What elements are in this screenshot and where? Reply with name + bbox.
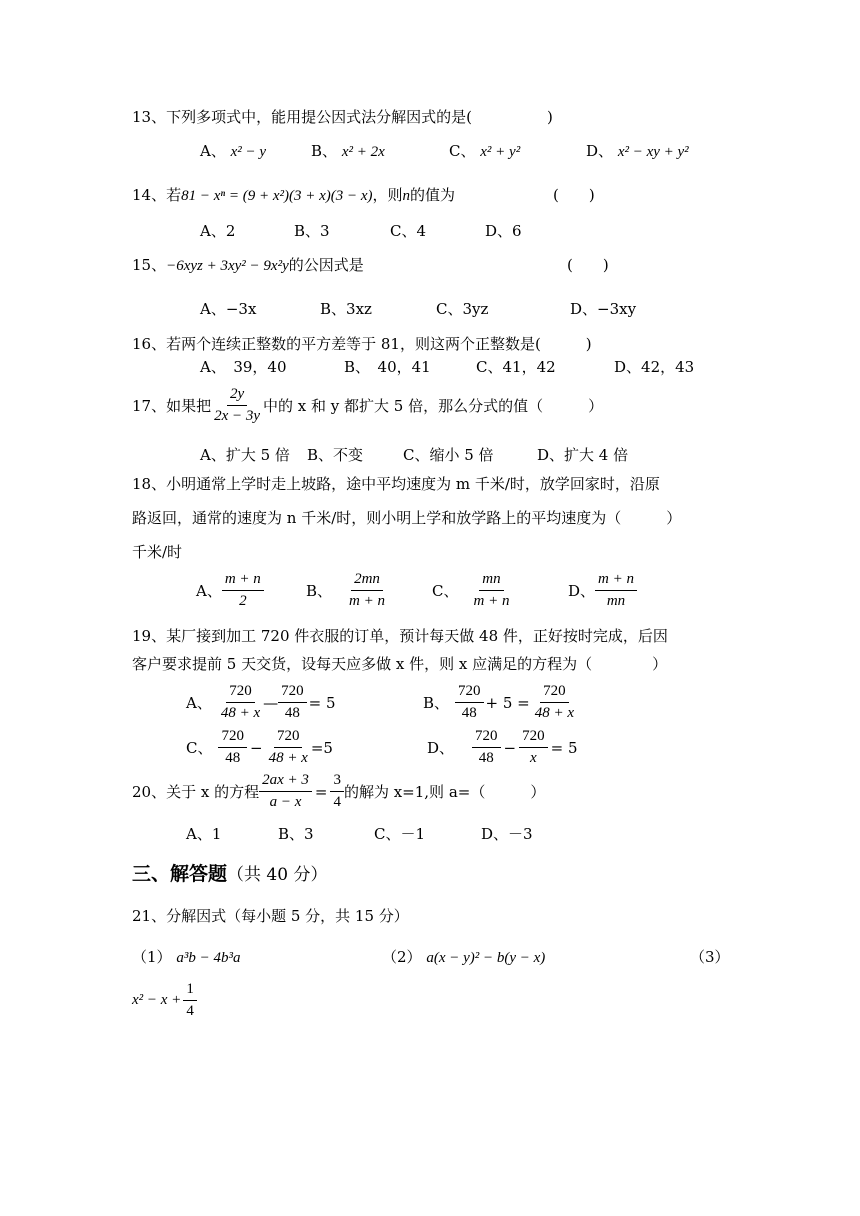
option-label: B、	[306, 582, 333, 600]
q21-part-2	[382, 946, 545, 967]
numerator: 1	[183, 980, 197, 1001]
denominator: mn	[606, 593, 626, 609]
option-label: A、	[196, 582, 222, 600]
numerator: 720	[519, 727, 548, 748]
numerator: 2ax + 3	[259, 771, 312, 792]
q13-option-b	[311, 140, 385, 161]
q13-option-d	[586, 140, 689, 161]
numerator: 720	[226, 682, 255, 703]
question-text: 的解为 x=1,则 a=（ ）	[343, 783, 546, 801]
question-prefix: 17、如果把	[132, 397, 212, 415]
math-expression: a³b − 4b³a	[176, 950, 241, 966]
fraction	[218, 727, 247, 768]
question-text: ，则	[372, 186, 403, 204]
equation-rhs: = 5	[308, 693, 336, 712]
q13-option-c	[449, 140, 520, 161]
q14-option-c: C、4	[390, 222, 427, 240]
answer-parentheses: ( )	[553, 186, 595, 204]
q13-option-a	[200, 140, 266, 161]
numerator: 720	[274, 727, 303, 748]
q21-part-3-label: （3）	[690, 948, 730, 966]
denominator: x	[530, 750, 537, 766]
numerator: 3	[330, 771, 344, 792]
q17-option-b: B、不变	[307, 446, 364, 464]
operator: —	[263, 693, 279, 712]
question-prefix: 14、若	[132, 186, 182, 204]
denominator: m + n	[473, 593, 510, 609]
denominator: 48 + x	[534, 705, 575, 721]
fraction	[259, 771, 312, 812]
numerator: m + n	[222, 570, 264, 591]
math-expression: x² − xy + y²	[617, 144, 689, 160]
option-label: C、	[432, 582, 459, 600]
fraction	[470, 570, 512, 611]
q19-line-1: 19、某厂接到加工 720 件衣服的订单，预计每天做 48 件，正好按时完成，后因	[132, 627, 668, 645]
fraction	[211, 385, 263, 426]
math-expression: 81 − xⁿ = (9 + x²)(3 + x)(3 − x)	[181, 188, 373, 204]
q16-option-a: A、 39，40	[200, 358, 287, 376]
section-heading	[132, 859, 327, 886]
q14-option-d: D、6	[485, 222, 522, 240]
q16-option-d: D、42，43	[614, 358, 695, 376]
option-label: B、	[423, 694, 450, 712]
denominator: 48	[225, 750, 241, 766]
math-expression: −6xyz + 3xy² − 9x²y	[166, 258, 289, 274]
fraction	[532, 682, 577, 723]
numerator: 2mn	[351, 570, 383, 591]
q21-stem: 21、分解因式（每小题 5 分，共 15 分）	[132, 907, 409, 925]
q18-option-c	[432, 570, 512, 611]
numerator: 720	[218, 727, 247, 748]
denominator: 48	[461, 705, 477, 721]
denominator: 48	[284, 705, 300, 721]
q13-stem: 13、下列多项式中，能用提公因式法分解因式的是( )	[132, 108, 553, 126]
q14-option-a: A、2	[200, 222, 236, 240]
answer-parentheses: ( )	[567, 256, 609, 274]
operator: −	[249, 738, 263, 757]
q21-part-3	[132, 980, 197, 1021]
q16-stem: 16、若两个连续正整数的平方差等于 81，则这两个正整数是( )	[132, 335, 592, 353]
fraction	[472, 727, 501, 768]
q20-option-a: A、1	[186, 825, 222, 843]
q17-option-d: D、扩大 4 倍	[537, 446, 629, 464]
q15-option-d: D、−3xy	[570, 300, 637, 318]
q16-option-b: B、 40，41	[344, 358, 431, 376]
math-expression: x² − y	[230, 144, 267, 160]
q18-option-a	[196, 570, 264, 611]
q15-option-b: B、3xz	[320, 300, 372, 318]
denominator: 2	[239, 593, 247, 609]
q20-option-c: C、－1	[374, 825, 426, 843]
q19-option-c	[186, 727, 333, 768]
equation-rhs: =5	[310, 738, 333, 757]
q16-option-c: C、41，42	[476, 358, 556, 376]
q19-option-b	[423, 682, 577, 723]
q18-line-2: 路返回，通常的速度为 n 千米/时，则小明上学和放学路上的平均速度为（ ）	[132, 509, 682, 527]
fraction	[346, 570, 388, 611]
option-label: A、	[200, 142, 226, 160]
denominator: 4	[333, 794, 341, 810]
q15-option-c: C、3yz	[436, 300, 489, 318]
question-text: 中的 x 和 y 都扩大 5 倍，那么分式的值（ ）	[263, 397, 604, 415]
option-label: C、	[186, 739, 213, 757]
math-expression: x² + y²	[480, 144, 521, 160]
option-label: D、	[568, 582, 596, 600]
q17-option-a: A、扩大 5 倍	[200, 446, 290, 464]
denominator: 4	[186, 1003, 194, 1019]
fraction	[222, 570, 264, 611]
q20-stem	[132, 771, 545, 812]
math-expression: x² + 2x	[341, 144, 385, 160]
option-label: B、	[311, 142, 338, 160]
operator: + 5 =	[485, 693, 530, 712]
q19-line-2: 客户要求提前 5 天交货，设每天应多做 x 件，则 x 应满足的方程为（ ）	[132, 655, 668, 673]
fraction	[330, 771, 344, 812]
denominator: 48	[478, 750, 494, 766]
section-title: 三、解答题	[132, 863, 228, 885]
operator: −	[503, 738, 517, 757]
q14-option-b: B、3	[294, 222, 330, 240]
numerator: 2y	[227, 385, 247, 406]
option-label: D、	[586, 142, 614, 160]
option-label: C、	[449, 142, 476, 160]
q17-option-c: C、缩小 5 倍	[403, 446, 494, 464]
q18-line-3: 千米/时	[132, 543, 183, 561]
denominator: 48 + x	[220, 705, 261, 721]
fraction	[278, 682, 307, 723]
numerator: m + n	[595, 570, 637, 591]
fraction	[266, 727, 311, 768]
denominator: a − x	[269, 794, 302, 810]
fraction	[519, 727, 548, 768]
q19-option-d	[427, 727, 578, 768]
numerator: 720	[540, 682, 569, 703]
q21-part-1	[132, 946, 240, 967]
q20-option-d: D、－3	[481, 825, 533, 843]
part-label: （2）	[382, 948, 422, 966]
q18-line-1: 18、小明通常上学时走上坡路，途中平均速度为 m 千米/时，放学回家时，沿原	[132, 475, 660, 493]
math-expression: a(x − y)² − b(y − x)	[426, 950, 546, 966]
denominator: m + n	[349, 593, 385, 609]
section-points: （共 40 分）	[227, 865, 328, 885]
option-label: D、	[427, 739, 455, 757]
fraction	[595, 570, 637, 611]
denominator: 48 + x	[268, 750, 308, 766]
q18-option-d	[568, 570, 637, 611]
numerator: 720	[472, 727, 501, 748]
q19-option-a	[186, 682, 336, 723]
math-variable: n	[402, 188, 411, 204]
numerator: 720	[455, 682, 484, 703]
fraction	[183, 980, 197, 1021]
question-prefix: 20、关于 x 的方程	[132, 783, 260, 801]
numerator: mn	[479, 570, 503, 591]
q17-stem	[132, 385, 603, 426]
denominator: 2x − 3y	[214, 408, 261, 424]
question-text: 的值为	[410, 186, 456, 204]
part-label: （1）	[132, 948, 172, 966]
question-prefix: 15、	[132, 256, 167, 274]
question-text: 的公因式是	[288, 256, 364, 274]
q18-option-b	[306, 570, 388, 611]
q15-stem	[132, 254, 364, 275]
q20-option-b: B、3	[278, 825, 314, 843]
numerator: 720	[278, 682, 307, 703]
math-expression: x² − x +	[132, 992, 182, 1008]
equals-sign: =	[314, 782, 328, 801]
fraction	[218, 682, 263, 723]
q14-stem	[132, 184, 455, 205]
q15-option-a: A、−3x	[200, 300, 257, 318]
fraction	[455, 682, 484, 723]
equation-rhs: = 5	[550, 738, 578, 757]
option-label: A、	[186, 694, 212, 712]
